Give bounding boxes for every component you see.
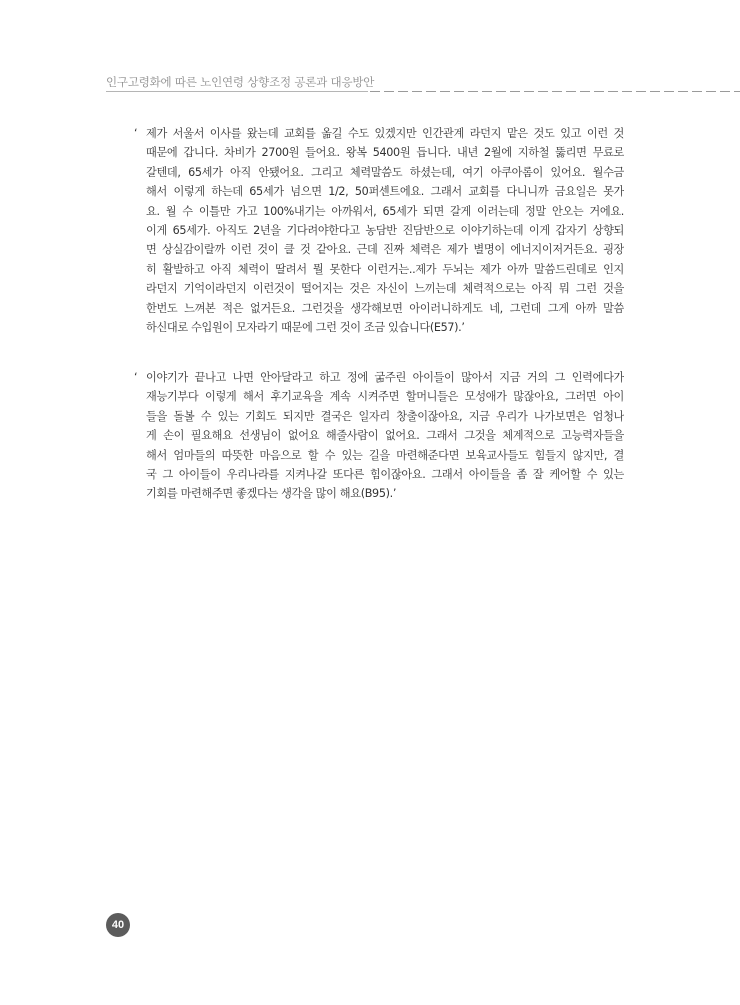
quote-line: 라던지 기억이라던지 이런것이 떨어지는 것은 자신이 느끼는데 체력적으로는 아직 뭐 그런 것을 xyxy=(146,282,624,296)
quote-line: 히 활발하고 아직 체력이 딸려서 뭘 못한다 이런거는..제가 두뇌는 제가 아까 말씀드린데로 인지 xyxy=(146,262,624,276)
quote-line: 기회를 마련해주면 좋겠다는 생각을 많이 해요(B95).’ xyxy=(146,487,397,501)
interview-quote-2 xyxy=(134,368,624,504)
quote-line: 이야기가 끝나고 나면 안아달라고 하고 정에 굶주린 아이들이 많아서 지금 거의 그 인력에다가 xyxy=(146,371,624,384)
quote-line: 재능기부다 이렇게 해서 후기교육을 계속 시켜주면 할머니들은 모성애가 많잖아요, 그러면 아이 xyxy=(146,390,624,404)
quote-line: 들을 돌볼 수 있는 기회도 되지만 결국은 일자리 창출이잖아요, 지금 우리가 나가보면은 엄청나 xyxy=(146,409,624,423)
quote-line: 때문에 갑니다. 차비가 2700원 들어요. 왕복 5400원 듭니다. 내년 2월에 지하철 뚫리면 무료로 xyxy=(146,146,624,160)
quote-line: 이게 65세가. 아직도 2년을 기다려야한다고 농담반 진담반으로 이야기하는데 이게 갑자기 상향되 xyxy=(146,224,624,238)
quote-line: 해서 이렇게 하는데 65세가 넘으면 1/2, 50퍼센트에요. 그래서 교회를 다니니까 금요일은 못가 xyxy=(146,185,624,199)
interview-quote-1 xyxy=(134,124,624,337)
page-number-badge: 40 xyxy=(106,913,130,937)
header-dashed-rule xyxy=(370,91,740,92)
quote-line: 국 그 아이들이 우리나라를 지켜나갈 또다른 힘이잖아요. 그래서 아이들을 좀 잘 케어할 수 있는 xyxy=(146,468,624,482)
running-header-title: 인구고령화에 따른 노인연령 상향조정 공론과 대응방안 xyxy=(106,75,375,89)
quote-open-mark: ‘ xyxy=(134,127,138,140)
header-rule xyxy=(106,91,368,92)
quote-open-mark: ‘ xyxy=(134,371,138,384)
quote-line: 게 손이 필요해요 선생님이 없어요 해줄사람이 없어요. 그래서 그것을 체계적으로 고능력자들을 xyxy=(146,429,624,443)
quote-line: 하신대로 수입원이 모자라기 때문에 그런 것이 조금 있습니다(E57).’ xyxy=(146,321,465,335)
quote-line: 해서 엄마들의 따뜻한 마음으로 할 수 있는 길을 마련해준다면 보육교사들도 힘들지 않지만, 결 xyxy=(146,448,624,462)
quote-line: 갈텐데, 65세가 아직 안됐어요. 그리고 체력말씀도 하셨는데, 여기 아쿠아롬이 있어요. 월수금 xyxy=(146,165,624,179)
quote-line: 한번도 느껴본 적은 없거든요. 그런것을 생각해보면 아이러니하게도 네, 그런데 그게 아까 말씀 xyxy=(146,301,624,315)
quote-line: 요. 월 수 이틀만 가고 100%내기는 아까워서, 65세가 되면 갈게 이러는데 정말 안오는 거에요. xyxy=(146,204,624,218)
quote-line: 면 상실감이랄까 이런 것이 클 것 같아요. 근데 진짜 체력은 제가 별명이 에너지이저거든요. 굉장 xyxy=(146,243,624,257)
quote-line: 제가 서울서 이사를 왔는데 교회를 옮길 수도 있겠지만 인간관계 라던지 맡은 것도 있고 이런 것 xyxy=(146,127,624,140)
